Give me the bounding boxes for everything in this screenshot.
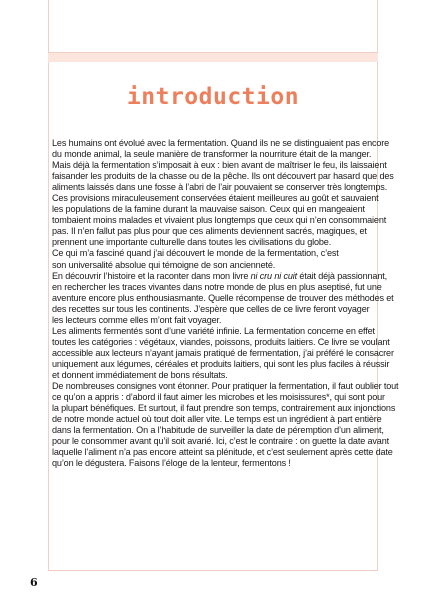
body-paragraphs xyxy=(52,138,399,469)
body-line: accessible aux lecteurs n’ayant jamais pratiqué de fermentation, j’ai préféré le consacrer xyxy=(52,347,394,358)
book-title-italic: ni cru ni cuit xyxy=(250,270,298,281)
chapter-title: introduction xyxy=(126,84,300,110)
body-line: uniquement aux légumes, céréales et produits laitiers, qui sont les plus faciles à réussir xyxy=(52,358,390,369)
body-line: et donnent immédiatement de bons résultats. xyxy=(52,369,228,380)
body-line: Les aliments fermentés sont d’une variété infinie. La fermentation concerne en effet xyxy=(52,325,375,336)
body-line: laquelle l’aliment n’a pas encore atteint sa plénitude, et c’est seulement après cette date xyxy=(52,447,393,458)
body-line: Les humains ont évolué avec la fermentation. Quand ils ne se distinguaient pas encore xyxy=(52,138,390,148)
body-line: prennent une importante culturelle dans toutes les civilisations du globe. xyxy=(52,237,332,248)
body-line: qu’on le dégustera. Faisons l’éloge de la lenteur, fermentons ! xyxy=(52,458,291,469)
body-line: pas. Il n’en fallut pas plus pour que ces aliments deviennent sacrés, magiques, et xyxy=(52,226,367,237)
body-line: faisander les produits de la chasse ou de la pêche. Ils ont découvert par hasard que des xyxy=(52,171,394,182)
body-line: Ce qui m’a fasciné quand j’ai découvert le monde de la fermentation, c’est xyxy=(52,248,339,259)
body-line: des recettes sur tous les continents. J’espère que celles de ce livre feront voyager xyxy=(52,303,370,314)
body-line: la plupart bénéfiques. Et surtout, il faut prendre son temps, contrairement aux injonctions xyxy=(52,403,396,414)
page-number: 6 xyxy=(30,576,38,589)
body-line: les populations de la famine durant la mauvaise saison. Ceux qui en mangeaient xyxy=(52,204,365,215)
body-line: aventure encore plus enthousiasmante. Quelle récompense de trouver des méthodes et xyxy=(52,292,394,303)
body-line: de notre monde actuel où tout doit aller vite. Le temps est un ingrédient à part entière xyxy=(52,414,382,425)
body-line: dans la fermentation. On a l’habitude de surveiller la date de péremption d’un aliment, xyxy=(52,425,384,436)
body-line: pour le consommer avant qu’il soit avarié. Ici, c’est le contraire : on guette la date avant xyxy=(52,436,389,447)
body-line: Mais déjà la fermentation s’imposait à eux : bien avant de maîtriser le feu, ils laissaient xyxy=(52,160,387,171)
body-line: aliments laissés dans une fosse à l’abri de l’air pouvaient se conserver très longtemps. xyxy=(52,182,388,193)
body-line: En découvrir l’histoire et la raconter dans mon livre ni cru ni cuit était déjà passionnant, xyxy=(52,270,387,281)
body-line: les lecteurs comme elles m’ont fait voyager. xyxy=(52,314,222,325)
body-line: tombaient moins malades et vivaient plus longtemps que ceux qui n’en consommaient xyxy=(52,215,387,226)
body-line: du monde animal, la seule manière de transformer la nourriture était de la manger. xyxy=(52,149,372,160)
body-line: son universalité absolue qui témoigne de son ancienneté. xyxy=(52,259,276,270)
body-line: toutes les catégories : végétaux, viandes, poissons, produits laitiers. Ce livre se voulant xyxy=(52,336,390,347)
body-line: en rechercher les traces vivantes dans notre monde de plus en plus aseptisé, fut une xyxy=(52,281,382,292)
header-band xyxy=(48,53,378,62)
body-line: Ces provisions miraculeusement conservées étaient meilleures au goût et sauvaient xyxy=(52,193,379,204)
body-line: De nombreuses consignes vont étonner. Pour pratiquer la fermentation, il faut oublier tout xyxy=(52,381,399,392)
body-line: ce qu’on a appris : d’abord il faut aimer les microbes et les moisissures*, qui sont pour xyxy=(52,392,385,403)
page-frame-bottom-line xyxy=(48,570,378,571)
